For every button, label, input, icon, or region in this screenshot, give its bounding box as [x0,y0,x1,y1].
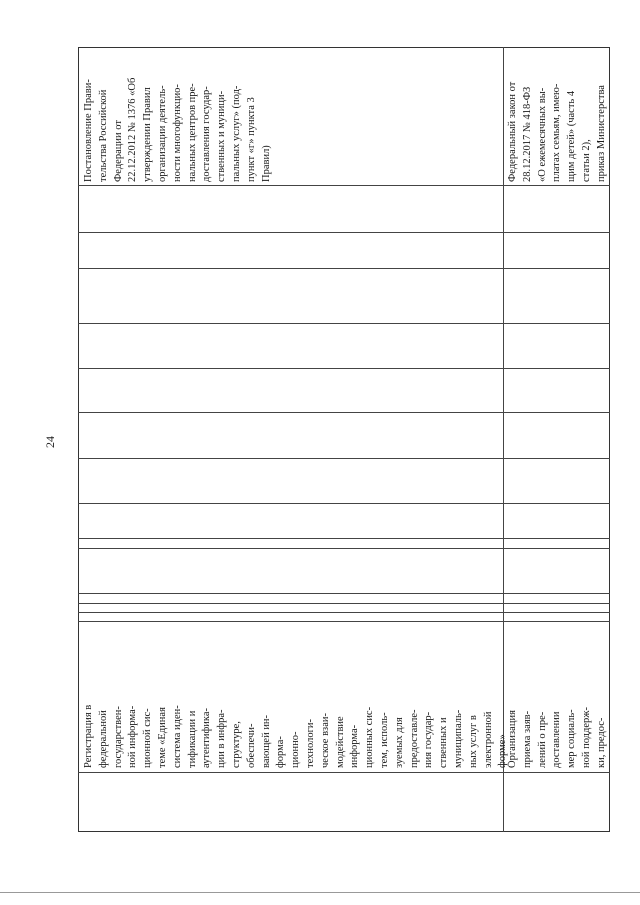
cell-text-line: приема заяв- [521,710,533,768]
cell-text-line: Федерации от [112,120,124,182]
cell-text-line: теме «Единая [156,707,168,768]
cell-text-line: мер социаль- [566,709,578,768]
cell-text-line: пальных услуг» (под- [230,85,242,182]
cell-text-line: тификации и [186,710,198,768]
column-divider [78,503,610,504]
cell-text-line: ния государ- [423,711,435,768]
cell-text-line: ной информа- [127,705,139,768]
cell-text-line: ных услуг в [467,715,479,768]
cell-text-line: форме» [497,734,509,768]
cell-text-line: платах семьям, имею- [551,83,563,182]
column-divider [78,612,610,613]
cell-text-line: нальных центров пре- [186,83,198,182]
row1-basis-cell [82,78,274,182]
row1-action-cell [82,705,511,768]
cell-text-line: Федеральный закон от [507,81,518,182]
cell-text-line: зуемых для [393,717,405,768]
cell-text-line: форма- [275,736,287,768]
cell-text-line: ческое взаи- [319,713,331,768]
cell-text-line: Организация [507,710,518,768]
row2-basis-cell [506,82,610,182]
cell-text-line: лений о пре- [536,711,548,768]
cell-text-line: пункт «г» пункта 3 [245,97,257,182]
cell-text-line: организации деятель- [156,85,168,182]
cell-text-line: ционно- [290,731,302,768]
cell-text-line: структуре, [230,721,242,768]
cell-text-line: статьи 2), [580,139,592,182]
cell-text-line: аутентифика- [201,708,213,768]
cell-text-line: утверждении Правил [142,87,154,182]
cell-text-line: вающей ин- [260,714,272,768]
column-divider [78,185,610,186]
cell-text-line: 28.12.2017 № 418-ФЗ [521,86,533,182]
cell-text-line: щим детей» (часть 4 [566,90,578,182]
column-divider [78,458,610,459]
bottom-rule [0,892,640,893]
column-divider [78,232,610,233]
column-divider [78,621,610,622]
cell-text-line: федеральной [97,710,109,768]
cell-text-line: ственных и [438,717,450,768]
column-divider [78,268,610,269]
cell-text-line: ционных сис- [364,706,376,768]
column-divider [78,593,610,594]
cell-text-line: ции в инфра- [216,709,228,768]
cell-text-line: Регистрация в [83,704,94,768]
cell-text-line: обеспечи- [245,723,257,768]
cell-text-line: Постановление Прави- [83,79,94,182]
cell-text-line: тем, исполь- [378,712,390,768]
column-divider [78,323,610,324]
cell-text-line: Правил) [260,145,272,182]
cell-text-line: ности многофункцио- [171,84,183,182]
cell-text-line: доставления государ- [201,86,213,182]
cell-text-line: система иден- [171,705,183,768]
cell-text-line: приказ Министерства [595,85,607,182]
column-divider [78,538,610,539]
cell-text-line: тельства Российской [97,89,109,182]
cell-text-line: информа- [349,724,361,768]
column-divider [78,548,610,549]
column-divider [78,772,610,773]
column-divider [78,412,610,413]
cell-text-line: модействие [334,716,346,768]
cell-text-line: «О ежемесячных вы- [536,87,548,182]
cell-text-line: предоставле- [408,709,420,768]
page-number: 24 [43,436,57,448]
cell-text-line: технологи- [304,718,316,768]
cell-text-line: электронной [482,711,494,768]
cell-text-line: ственных и муници- [216,90,228,182]
cell-text-line: муниципаль- [452,709,464,768]
cell-text-line: государствен- [112,706,124,768]
column-divider [78,603,610,604]
cell-text-line: ной поддерж- [580,706,592,768]
column-divider [78,368,610,369]
row2-action-cell [506,707,610,768]
cell-text-line: ционной сис- [142,708,154,768]
cell-text-line: 22.12.2012 № 1376 «Об [127,77,139,182]
cell-text-line: ки, предос- [595,717,607,768]
cell-text-line: доставлении [551,711,563,768]
